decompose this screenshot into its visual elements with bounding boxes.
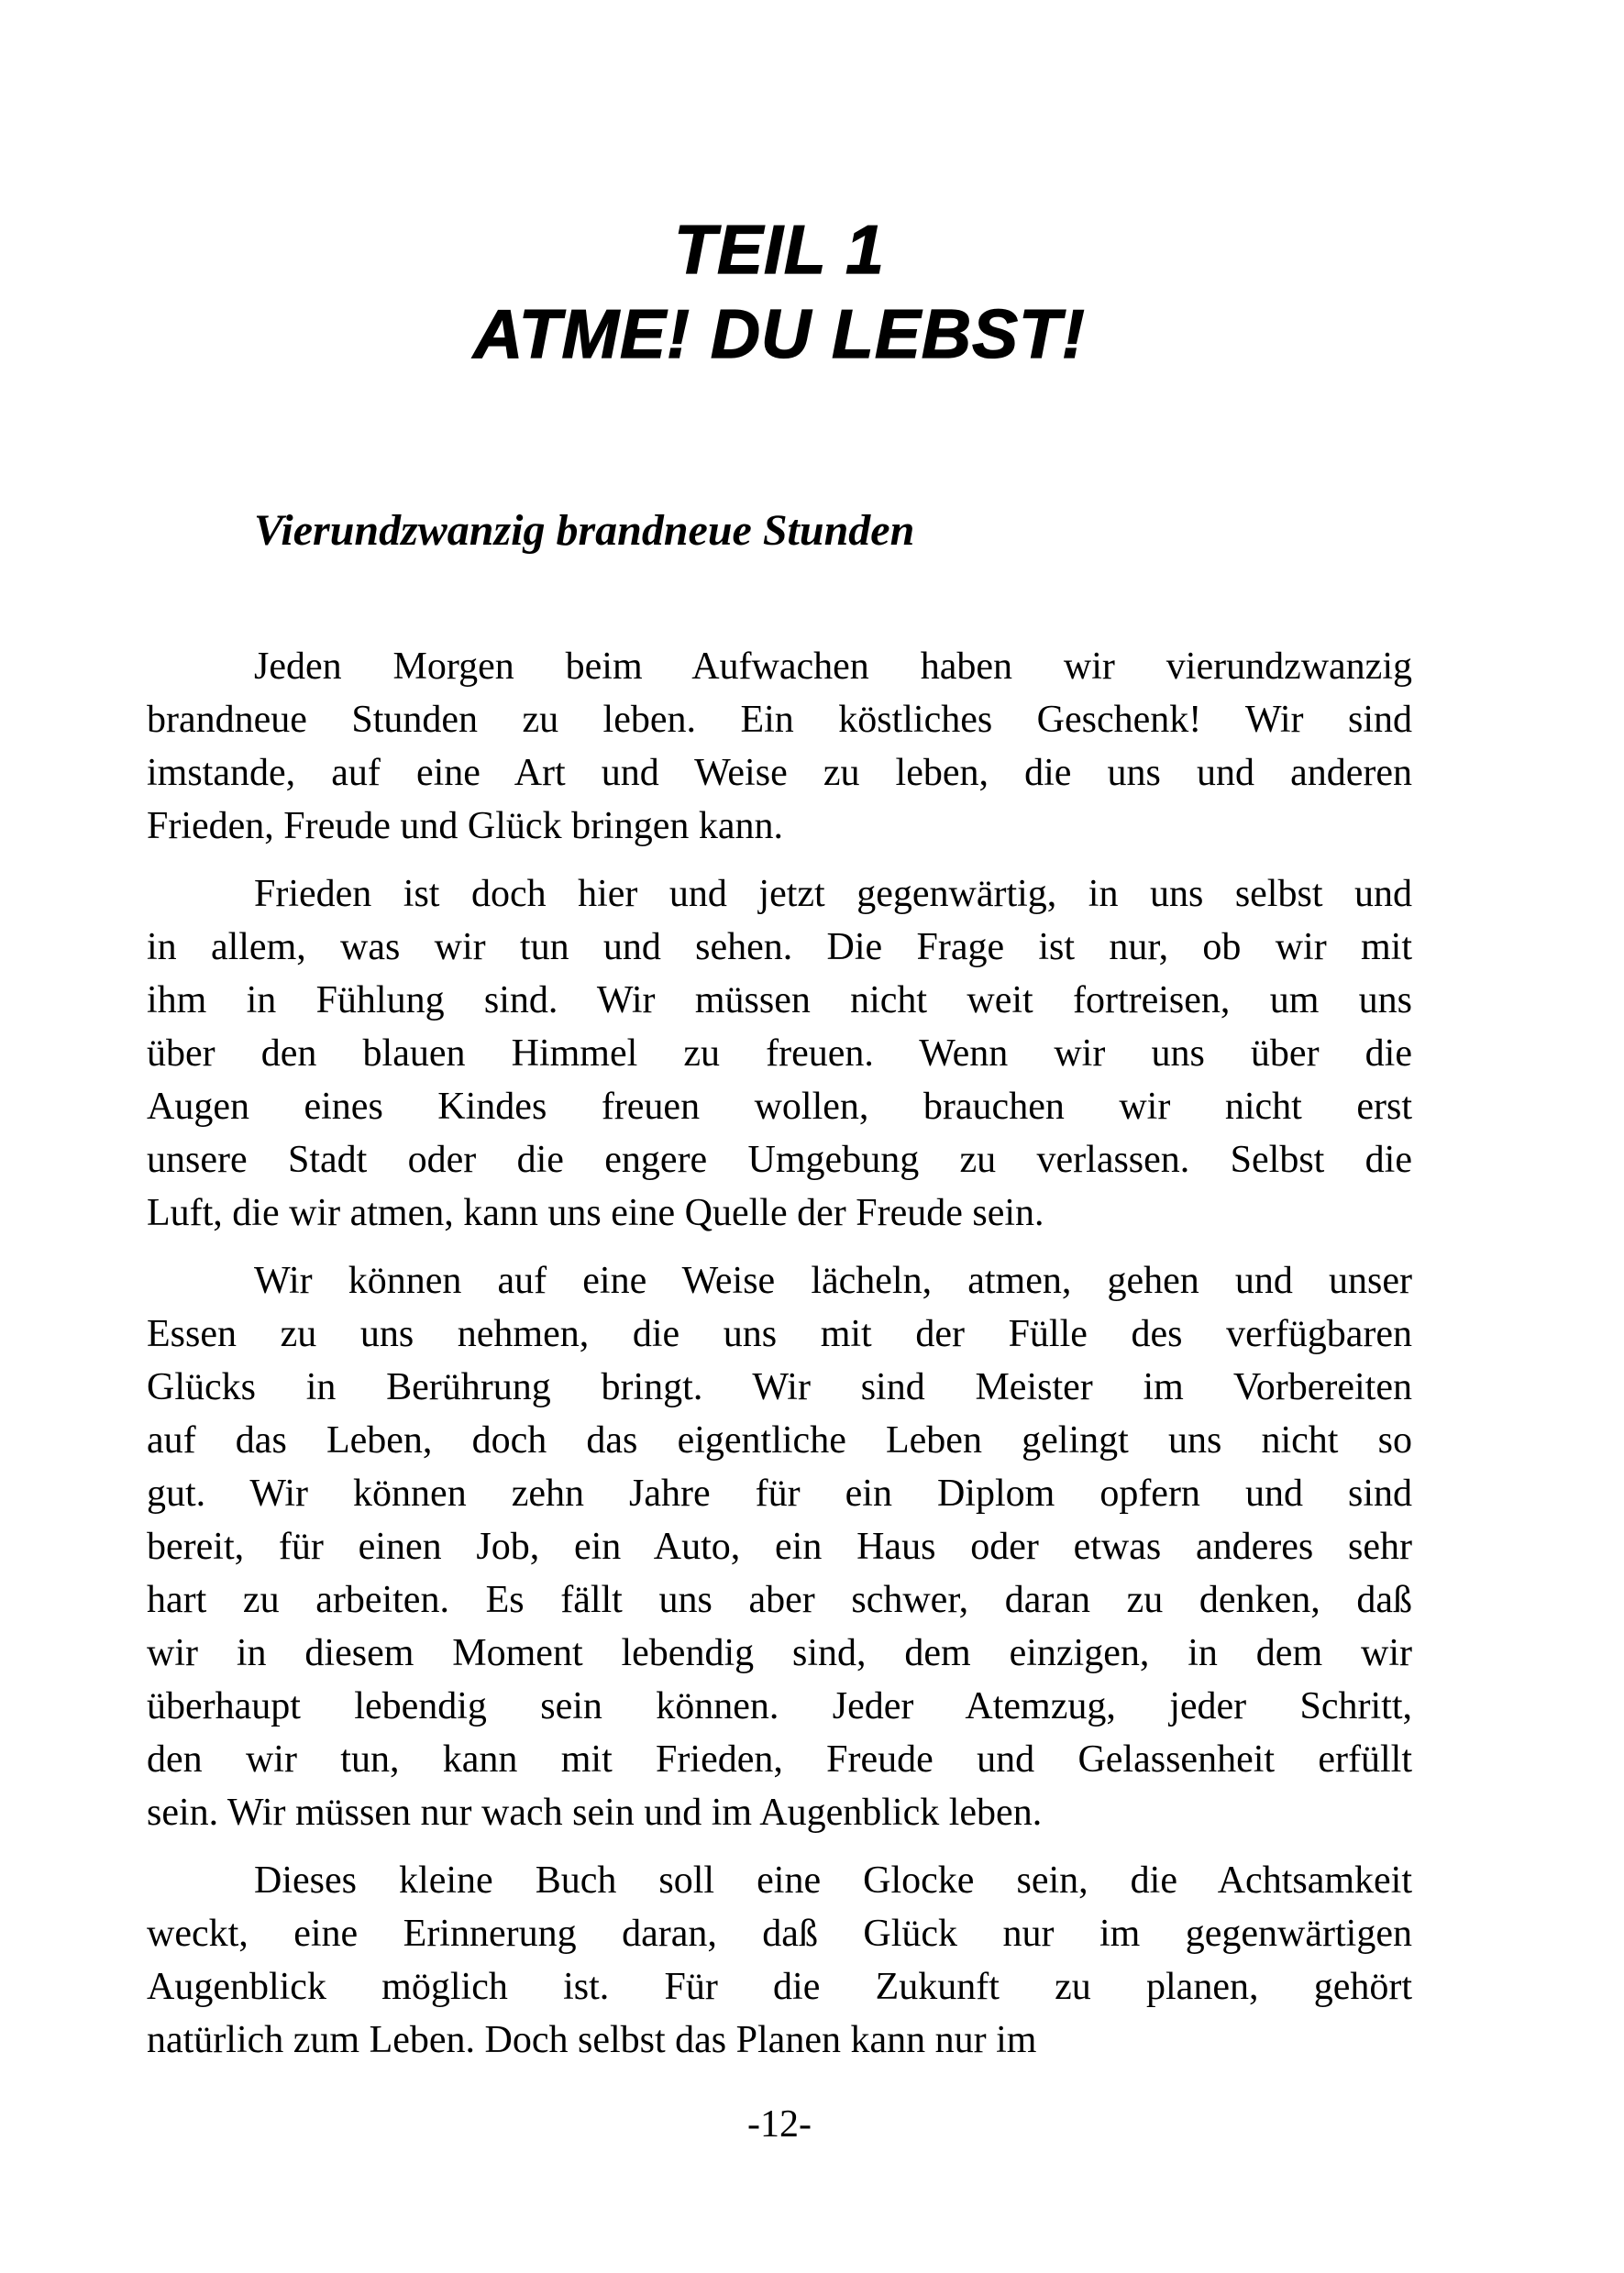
text-line: Augenblick möglich ist. Für die Zukunft zu planen, gehört	[147, 1966, 1412, 2008]
paragraph	[147, 867, 1412, 1240]
text-line: Essen zu uns nehmen, die uns mit der Fülle des verfügbaren	[147, 1313, 1412, 1355]
chapter-title-line2: ATME! DU LEBST!	[473, 295, 1086, 372]
text-line: brandneue Stunden zu leben. Ein köstliches Geschenk! Wir sind	[147, 699, 1412, 741]
text-line: in allem, was wir tun und sehen. Die Frage ist nur, ob wir mit	[147, 926, 1412, 968]
text-line: Glücks in Berührung bringt. Wir sind Meister im Vorbereiten	[147, 1366, 1412, 1408]
text-line: Jeden Morgen beim Aufwachen haben wir vierundzwanzig	[254, 645, 1412, 688]
text-line: hart zu arbeiten. Es fällt uns aber schwer, daran zu denken, daß	[147, 1579, 1412, 1621]
chapter-title	[147, 207, 1412, 376]
paragraph	[147, 1854, 1412, 2067]
text-line: ihm in Fühlung sind. Wir müssen nicht weit fortreisen, um uns	[147, 979, 1412, 1021]
text-line: Augen eines Kindes freuen wollen, brauchen wir nicht erst	[147, 1086, 1412, 1128]
body-text	[147, 640, 1412, 2067]
text-line: sein. Wir müssen nur wach sein und im Augenblick leben.	[147, 1792, 1043, 1834]
text-line: den wir tun, kann mit Frieden, Freude und Gelassenheit erfüllt	[147, 1738, 1412, 1781]
text-line: Frieden, Freude und Glück bringen kann.	[147, 805, 784, 847]
text-line: weckt, eine Erinnerung daran, daß Glück nur im gegenwärtigen	[147, 1913, 1412, 1955]
text-line: über den blauen Himmel zu freuen. Wenn wir uns über die	[147, 1032, 1412, 1075]
section-heading: Vierundzwanzig brandneue Stunden	[254, 506, 915, 555]
text-line: imstande, auf eine Art und Weise zu leben, die uns und anderen	[147, 752, 1412, 794]
text-line: Wir können auf eine Weise lächeln, atmen, gehen und unser	[254, 1260, 1412, 1302]
page-number: -12-	[747, 2103, 812, 2146]
text-line: Dieses kleine Buch soll eine Glocke sein, die Achtsamkeit	[254, 1859, 1412, 1902]
paragraph	[147, 1254, 1412, 1839]
text-line: natürlich zum Leben. Doch selbst das Planen kann nur im	[147, 2019, 1037, 2061]
text-line: überhaupt lebendig sein können. Jeder Atemzug, jeder Schritt,	[147, 1685, 1412, 1727]
text-line: wir in diesem Moment lebendig sind, dem einzigen, in dem wir	[147, 1632, 1412, 1674]
text-line: unsere Stadt oder die engere Umgebung zu verlassen. Selbst die	[147, 1139, 1412, 1181]
text-line: auf das Leben, doch das eigentliche Leben gelingt uns nicht so	[147, 1419, 1412, 1462]
text-line: gut. Wir können zehn Jahre für ein Diplom opfern und sind	[147, 1473, 1412, 1515]
chapter-title-line1: TEIL 1	[674, 211, 885, 288]
text-column	[147, 207, 1412, 2147]
text-line: bereit, für einen Job, ein Auto, ein Haus oder etwas anderes sehr	[147, 1526, 1412, 1568]
text-line: Luft, die wir atmen, kann uns eine Quelle der Freude sein.	[147, 1192, 1044, 1234]
paragraph	[147, 640, 1412, 853]
text-line: Frieden ist doch hier und jetzt gegenwärtig, in uns selbst und	[254, 873, 1412, 915]
